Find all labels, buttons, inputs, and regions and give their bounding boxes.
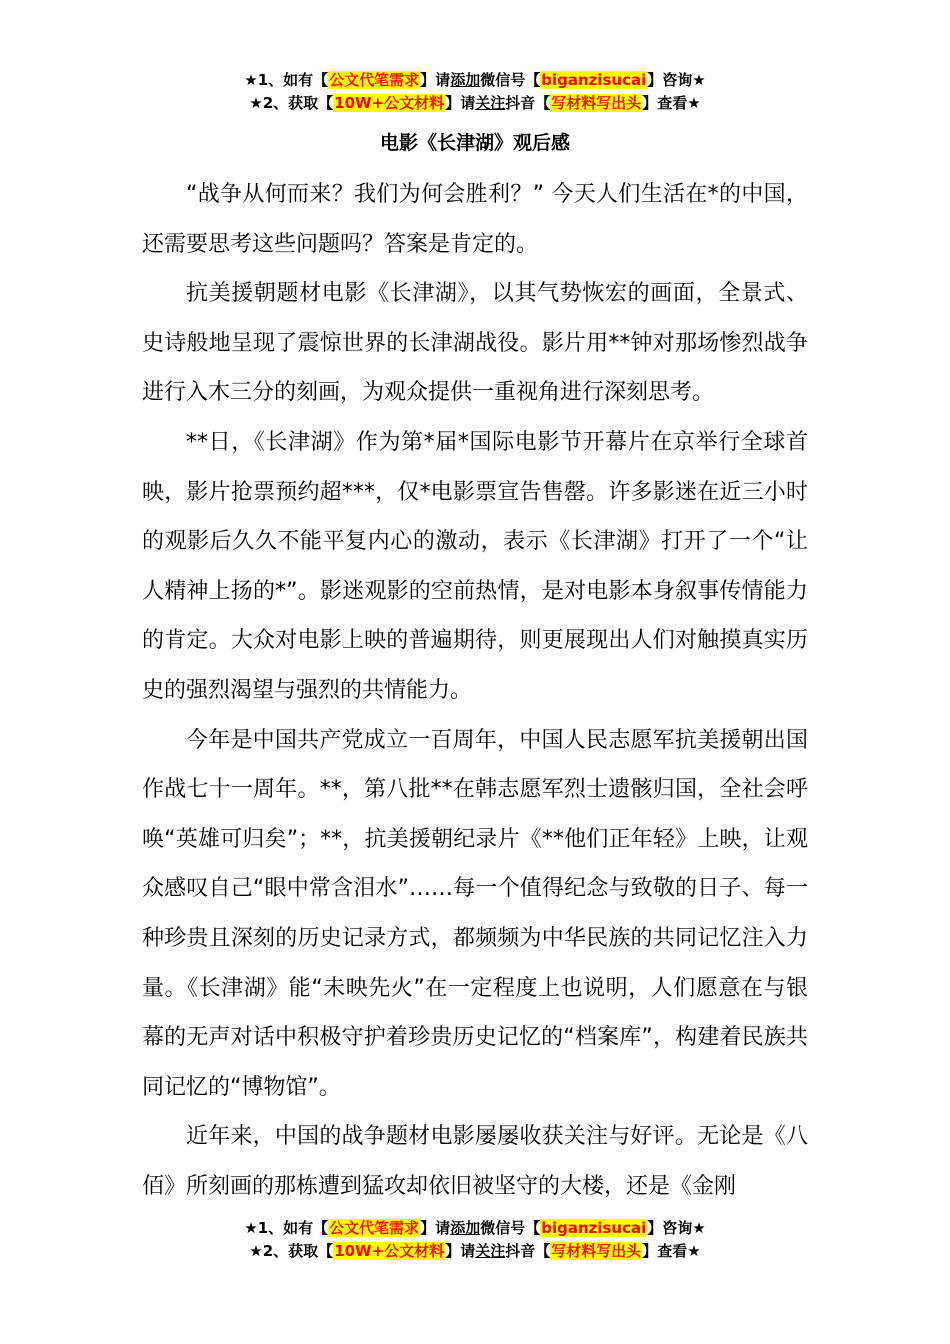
footer-line-2-prefix: ★2、获取【 [249,1242,334,1260]
banner-line-1-suffix: 】咨询★ [647,71,706,89]
footer-line-2-mid2: 抖音【 [505,1242,551,1260]
footer-banner-line-2 [0,1240,950,1263]
footer-line-2-highlight-materials: 10W+公文材料 [334,1242,445,1260]
banner-line-2-mid: 】请 [445,94,476,112]
header-banner [0,69,950,115]
banner-line-2-highlight-materials: 10W+公文材料 [334,94,445,112]
banner-line-2-mid2: 抖音【 [505,94,551,112]
banner-line-2-highlight-douyin: 写材料写出头 [551,94,642,112]
footer-line-1-prefix: ★1、如有【 [244,1219,329,1237]
paragraph-3: **日，《长津湖》作为第*届*国际电影节开幕片在京举行全球首映，影片抢票预约超***，仅*电影票宣告售罄。许多影迷在近三小时的观影后久久不能平复内心的激动，表示《长津湖》打开了一个“让人精神上扬的*”。影迷观影的空前热情，是对电影本身叙事传情能力的肯定。大众对电影上映的普遍期待，则更展现出人们对触摸真实历史的强烈渴望与强烈的共情能力。 [142,429,808,703]
footer-line-1-highlight-service: 公文代笔需求 [329,1219,420,1237]
banner-line-2-underline: 关注 [475,94,506,112]
banner-line-2 [0,92,950,115]
banner-line-2-suffix: 】查看★ [642,94,701,112]
document-title: 电影《长津湖》观后感 [379,132,570,154]
paragraph-1: “战争从何而来？我们为何会胜利？” 今天人们生活在*的中国，还需要思考这些问题吗？答案是肯定的。 [142,182,808,257]
footer-banner-line-1 [0,1217,950,1240]
banner-line-1 [0,69,950,92]
banner-line-1-underline: 添加 [450,71,481,89]
banner-line-1-highlight-service: 公文代笔需求 [329,71,420,89]
footer-line-1-underline: 添加 [450,1219,481,1237]
footer-line-2-underline: 关注 [475,1242,506,1260]
paragraph-4: 今年是中国共产党成立一百周年，中国人民志愿军抗美援朝出国作战七十一周年。**，第八批**在韩志愿军烈士遗骸归国，全社会呼唤“英雄可归矣”；**，抗美援朝纪录片《**他们正年轻》上映，让观众感叹自己“眼中常含泪水”……每一个值得纪念与致敬的日子、每一种珍贵且深刻的历史记录方式，都频频为中华民族的共同记忆注入力量。《长津湖》能“未映先火”在一定程度上也说明，人们愿意在与银幕的无声对话中积极守护着珍贵历史记忆的“档案库”，构建着民族共同记忆的“博物馆”。 [142,727,808,1100]
banner-line-1-mid: 】请 [420,71,451,89]
paragraph-5: 近年来，中国的战争题材电影屡屡收获关注与好评。无论是《八佰》所刻画的那栋遭到猛攻却依旧被坚守的大楼，还是《金刚 [142,1124,808,1199]
footer-line-2-highlight-douyin: 写材料写出头 [551,1242,642,1260]
banner-line-1-highlight-wechat: biganzisucai [541,71,647,89]
footer-line-1-mid: 】请 [420,1219,451,1237]
paragraph-2: 抗美援朝题材电影《长津湖》，以其气势恢宏的画面，全景式、史诗般地呈现了震惊世界的长津湖战役。影片用**钟对那场惨烈战争进行入木三分的刻画，为观众提供一重视角进行深刻思考。 [142,281,808,406]
footer-line-2-suffix: 】查看★ [642,1242,701,1260]
banner-line-1-mid2: 微信号【 [480,71,541,89]
document-body [142,170,808,1211]
footer-line-1-mid2: 微信号【 [480,1219,541,1237]
footer-line-2-mid: 】请 [445,1242,476,1260]
footer-banner [0,1217,950,1263]
footer-line-1-suffix: 】咨询★ [647,1219,706,1237]
banner-line-1-prefix: ★1、如有【 [244,71,329,89]
banner-line-2-prefix: ★2、获取【 [249,94,334,112]
footer-line-1-highlight-wechat: biganzisucai [541,1219,647,1237]
